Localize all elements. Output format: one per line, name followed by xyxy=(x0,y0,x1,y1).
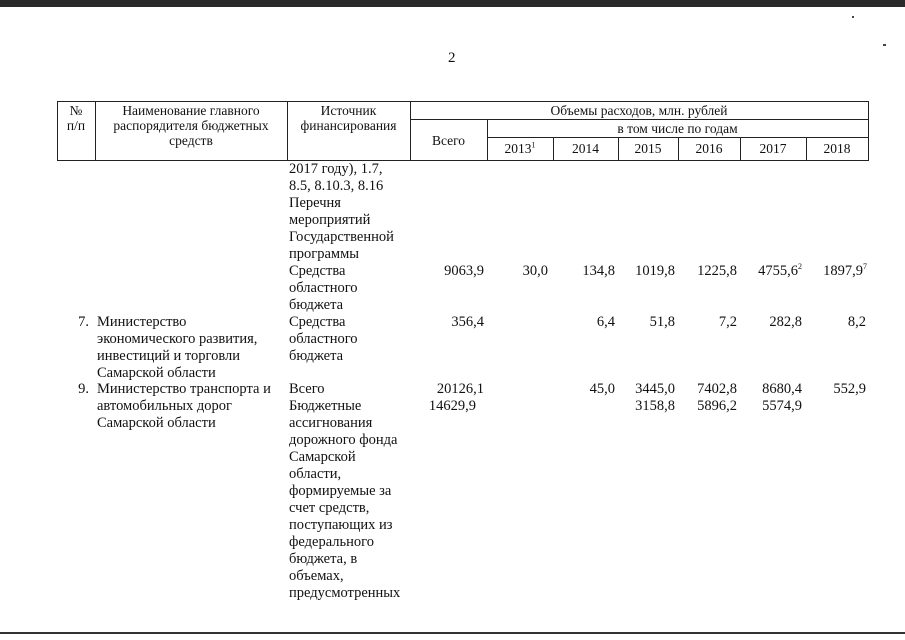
header-source: Источник финансирования xyxy=(300,103,397,133)
continuation-2016: 1225,8 xyxy=(697,263,737,279)
continuation-2014: 134,8 xyxy=(582,263,615,279)
row-9-2014: 45,0 xyxy=(589,381,615,397)
row-9-total: 20126,1 xyxy=(436,381,484,397)
row-7-2016: 7,2 xyxy=(718,314,737,330)
row-9-2018: 552,9 xyxy=(833,381,866,397)
row-9-sub-2017: 5574,9 xyxy=(762,398,802,414)
row-9-name: Министерство транспорта и автомобильных дорог Самарской области xyxy=(97,381,271,431)
continuation-2015: 1019,8 xyxy=(635,263,675,279)
header-year-2018: 2018 xyxy=(823,141,851,156)
header-name: Наименование главного распорядителя бюджетных средств xyxy=(113,103,269,148)
row-7-name: Министерство экономического развития, инвестиций и торговли Самарской области xyxy=(97,314,258,381)
row-7-number: 7. xyxy=(78,314,89,330)
row-9-sub-2015: 3158,8 xyxy=(635,398,675,414)
continuation-source-text: 2017 году), 1.7, 8.5, 8.10.3, 8.16 Перечня мероприятий Государственной программы Средства областного бюджета xyxy=(289,161,394,313)
header-by-years: в том числе по годам xyxy=(617,121,738,136)
continuation-total: 9063,9 xyxy=(444,263,484,279)
header-year-2017: 2017 xyxy=(759,141,787,156)
continuation-2018: 1897,9$^7$ xyxy=(823,262,867,279)
row-7-2014: 6,4 xyxy=(596,314,615,330)
row-9-number: 9. xyxy=(78,381,89,397)
header-num: № п/п xyxy=(66,103,86,133)
header-total: Всего xyxy=(431,133,466,148)
row-9-source-detail: Бюджетные ассигнования дорожного фонда Самарской области, формируемые за счет средств, поступающих из федерального бюджета, в объемах, предусмотренных xyxy=(289,398,401,601)
continuation-2013: 30,0 xyxy=(522,263,548,279)
row-7-2018: 8,2 xyxy=(847,314,866,330)
row-7-2017: 282,8 xyxy=(769,314,802,330)
header-year-2014: 2014 xyxy=(572,141,599,156)
row-9-2017: 8680,4 xyxy=(762,381,802,397)
header-volumes: Объемы расходов, млн. рублей xyxy=(550,103,728,118)
row-7-total: 356,4 xyxy=(451,314,484,330)
row-9-2015: 3445,0 xyxy=(635,381,675,397)
page-number: 2 xyxy=(448,50,456,66)
header-year-2016: 2016 xyxy=(695,141,723,156)
row-7-2015: 51,8 xyxy=(649,314,675,330)
header-year-2015: 2015 xyxy=(634,141,662,156)
header-year-2013: 2013$^1$ xyxy=(504,140,536,156)
row-9-2016: 7402,8 xyxy=(697,381,737,397)
continuation-2017: 4755,6$^2$ xyxy=(758,262,802,279)
row-7-source: Средства областного бюджета xyxy=(289,314,358,364)
row-9-sub-2016: 5896,2 xyxy=(697,398,737,414)
row-9-sub-total: 14629,9 xyxy=(428,398,476,414)
row-9-source-total: Всего xyxy=(289,381,325,397)
